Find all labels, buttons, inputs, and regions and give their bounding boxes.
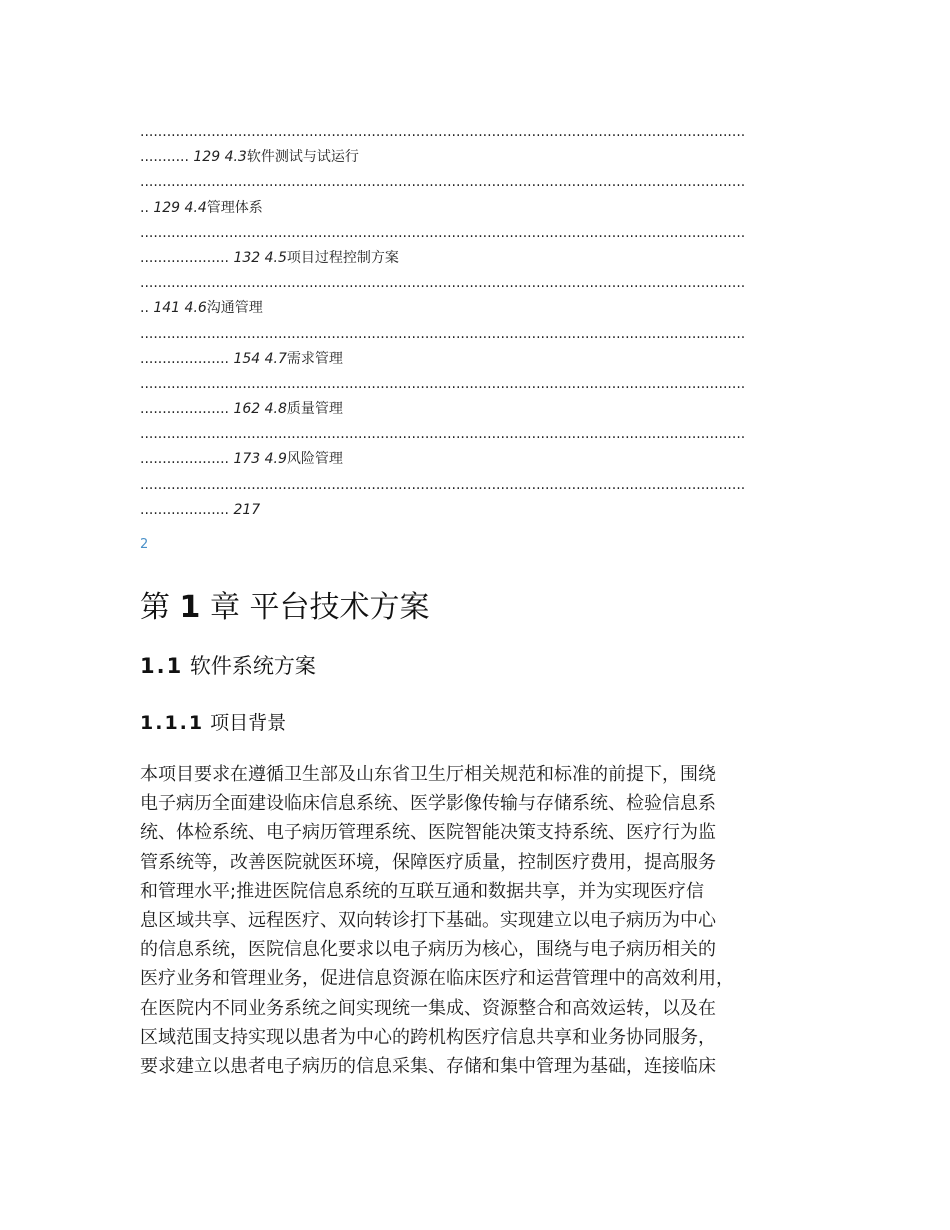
- body-line: 和管理水平;推进医院信息系统的互联互通和数据共享，并为实现医疗信: [140, 880, 705, 902]
- toc-page-ref: 129: [148, 199, 185, 216]
- toc-page-ref: 132: [229, 249, 265, 266]
- section-title: 软件系统方案: [189, 654, 316, 678]
- toc-leader-dots: ....................: [140, 501, 230, 518]
- toc-line[interactable]: [140, 296, 812, 321]
- toc-leader-dots: ........................................................................................................................................: [140, 426, 746, 443]
- toc-leader-dots: ........................................................................................................................................: [140, 375, 746, 392]
- chapter-number: 1: [179, 590, 201, 625]
- toc-entry-title: 沟通管理: [206, 300, 263, 317]
- toc-leader-dots: ....................: [140, 350, 230, 367]
- toc-line[interactable]: [140, 170, 812, 195]
- toc-entry-number: 4.7: [264, 350, 287, 367]
- toc-line[interactable]: [140, 498, 812, 523]
- toc-entry-number: 4.3: [224, 149, 247, 166]
- toc-page-ref: 141: [148, 300, 185, 317]
- toc-line[interactable]: [140, 120, 812, 145]
- toc-leader-dots: ........................................................................................................................................: [140, 275, 746, 292]
- toc-line[interactable]: [140, 347, 812, 372]
- subsection-title: 项目背景: [210, 712, 287, 734]
- body-line: 统、体检系统、电子病历管理系统、医院智能决策支持系统、医疗行为监: [140, 822, 716, 844]
- toc-page-ref: 129: [188, 149, 225, 166]
- toc-line[interactable]: [140, 447, 812, 472]
- toc-leader-dots: ........................................................................................................................................: [140, 124, 746, 140]
- toc-leader-dots: ..: [140, 300, 149, 317]
- toc-leader-dots: ..: [140, 199, 149, 216]
- chapter-heading: [140, 582, 430, 626]
- chapter-title: 章 平台技术方案: [209, 590, 430, 625]
- toc-entry-number: 4.9: [264, 451, 287, 468]
- toc-line[interactable]: [140, 322, 812, 347]
- toc-line[interactable]: [140, 271, 812, 296]
- chapter-prefix: 第: [140, 590, 170, 625]
- toc-entry-number: 4.8: [264, 401, 287, 418]
- toc-entry-title: 质量管理: [286, 401, 343, 418]
- section-number: 1.1: [140, 654, 184, 678]
- page-number: 2: [140, 537, 149, 552]
- toc-entry-number: 4.6: [184, 300, 207, 317]
- body-line: 电子病历全面建设临床信息系统、医学影像传输与存储系统、检验信息系: [140, 793, 716, 815]
- toc-leader-dots: ....................: [140, 249, 230, 266]
- body-line: 本项目要求在遵循卫生部及山东省卫生厅相关规范和标准的前提下，围绕: [140, 764, 716, 785]
- toc-entry-title: 需求管理: [286, 350, 343, 367]
- toc-line[interactable]: [140, 397, 812, 422]
- toc-line[interactable]: [140, 473, 812, 498]
- body-line: 息区域共享、远程医疗、双向转诊打下基础。实现建立以电子病历为中心: [140, 909, 716, 931]
- toc-leader-dots: ....................: [140, 401, 230, 418]
- body-line: 管系统等，改善医院就医环境，保障医疗质量，控制医疗费用，提高服务: [140, 851, 716, 873]
- toc-page-ref: 217: [229, 501, 261, 518]
- body-line: 医疗业务和管理业务，促进信息资源在临床医疗和运营管理中的高效利用，: [140, 968, 734, 990]
- toc-line[interactable]: [140, 221, 812, 246]
- body-line: 区域范围支持实现以患者为中心的跨机构医疗信息共享和业务协同服务，: [140, 1026, 716, 1048]
- toc-entry-number: 4.4: [184, 199, 207, 216]
- toc-page-ref: 173: [229, 451, 265, 468]
- toc-leader-dots: ...........: [140, 149, 189, 166]
- toc-leader-dots: ........................................................................................................................................: [140, 325, 746, 342]
- toc-page-ref: 154: [229, 350, 265, 367]
- toc-leader-dots: ........................................................................................................................................: [140, 476, 746, 493]
- body-line: 的信息系统，医院信息化要求以电子病历为核心，围绕与电子病历相关的: [140, 939, 716, 961]
- subsection-heading: [140, 708, 286, 735]
- body-line: 在医院内不同业务系统之间实现统一集成、资源整合和高效运转，以及在: [140, 997, 716, 1019]
- toc-entry-number: 4.5: [264, 249, 287, 266]
- body-paragraph: [140, 760, 830, 1081]
- toc-entry-title: 风险管理: [286, 451, 343, 468]
- toc-line[interactable]: [140, 246, 812, 271]
- toc-line[interactable]: [140, 196, 812, 221]
- toc-line[interactable]: [140, 372, 812, 397]
- toc-entry-title: 软件测试与试运行: [246, 149, 359, 166]
- subsection-number: 1.1.1: [140, 712, 205, 734]
- toc-line[interactable]: [140, 145, 812, 170]
- toc-page-ref: 162: [229, 401, 265, 418]
- toc-entry-title: 管理体系: [206, 199, 263, 216]
- body-line: 要求建立以患者电子病历的信息采集、存储和集中管理为基础，连接临床: [140, 1055, 716, 1077]
- toc-entry-title: 项目过程控制方案: [286, 249, 399, 266]
- section-heading: [140, 650, 316, 680]
- table-of-contents: [140, 120, 812, 523]
- toc-leader-dots: ........................................................................................................................................: [140, 224, 746, 241]
- toc-line[interactable]: [140, 422, 812, 447]
- toc-leader-dots: ....................: [140, 451, 230, 468]
- toc-leader-dots: ........................................................................................................................................: [140, 174, 746, 191]
